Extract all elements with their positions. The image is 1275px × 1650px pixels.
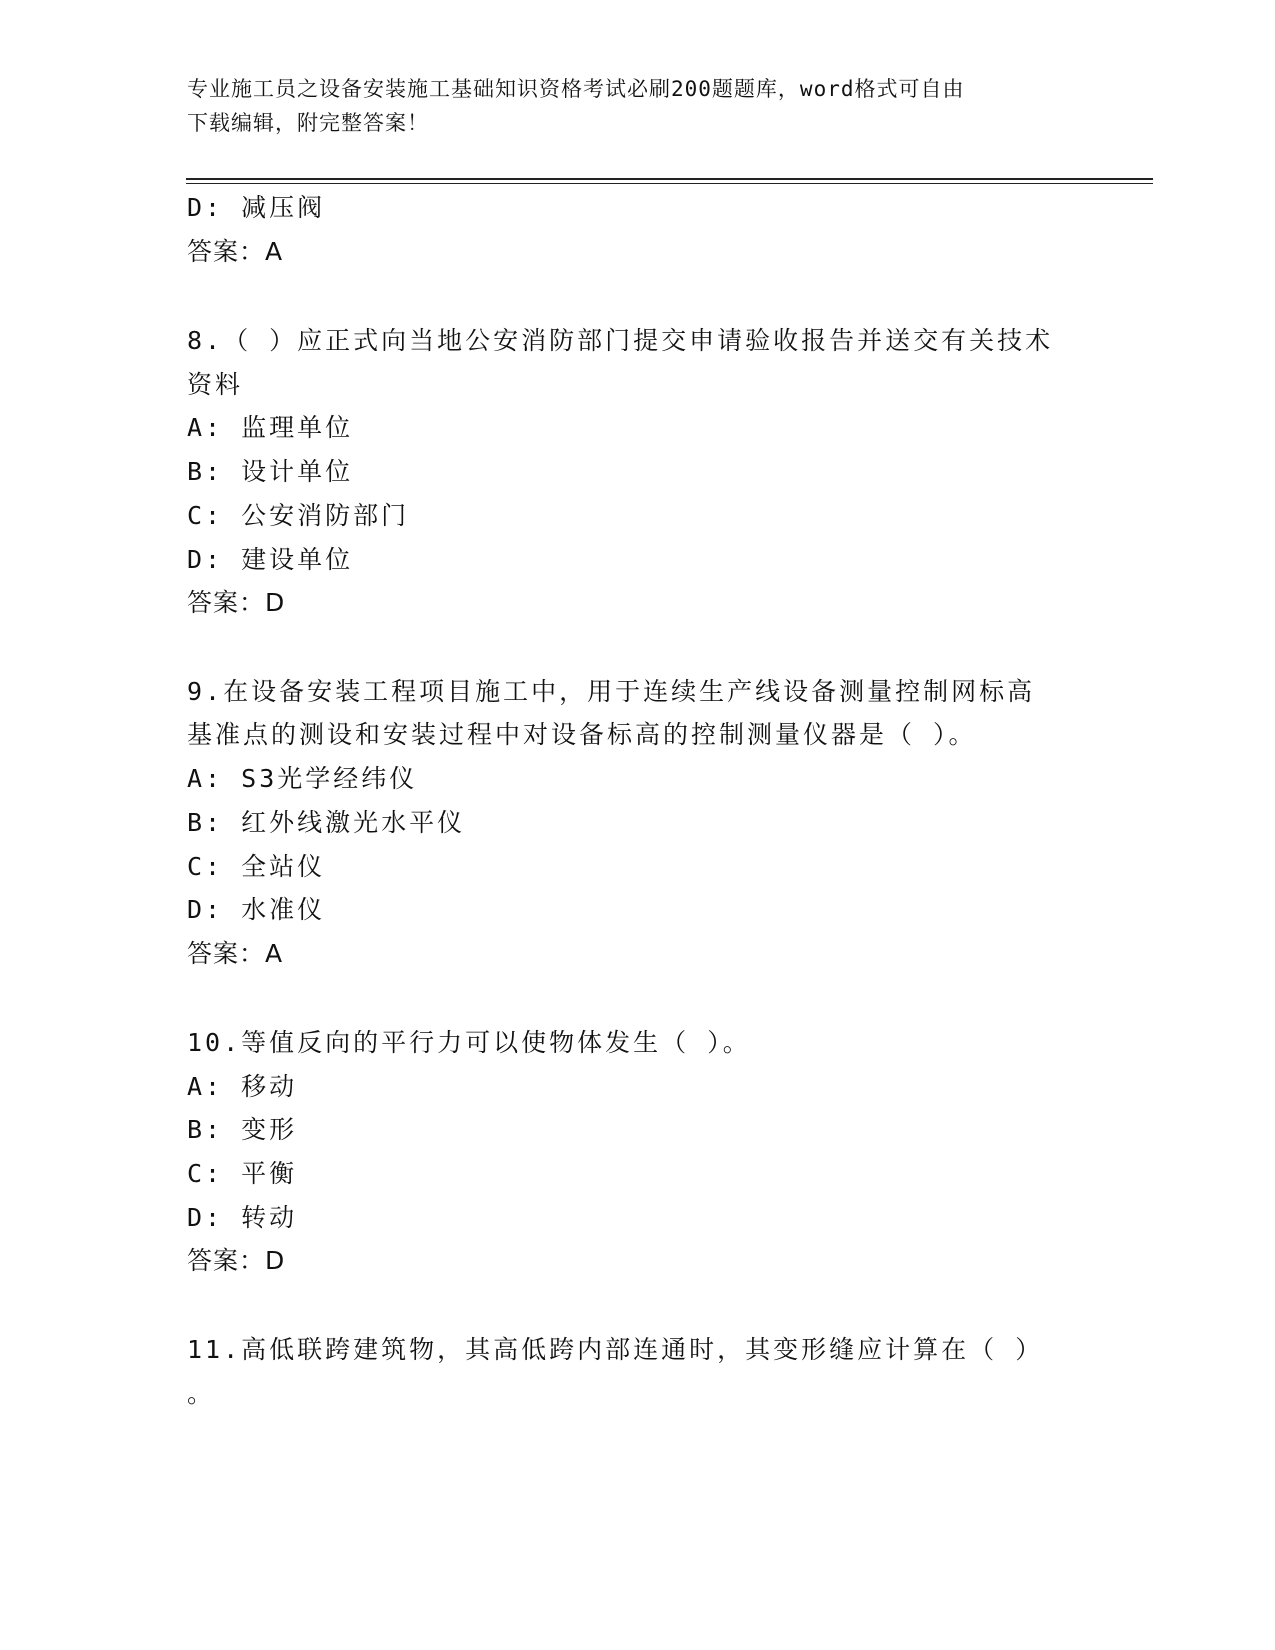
header-line-2: 下载编辑，附完整答案！ bbox=[187, 111, 429, 135]
answer-line: 答案：D bbox=[187, 588, 286, 617]
option-b: B: 红外线激光水平仪 bbox=[187, 808, 466, 837]
option-a: A: 监理单位 bbox=[187, 413, 354, 442]
option-b: B: 设计单位 bbox=[187, 457, 354, 486]
option-a: A: 移动 bbox=[187, 1072, 298, 1101]
header-line-1: 专业施工员之设备安装施工基础知识资格考试必刷200题题库，word格式可自由 bbox=[187, 77, 965, 101]
question-8-line-2: 资料 bbox=[187, 370, 244, 399]
header-rule-thick bbox=[186, 178, 1153, 180]
answer-line: 答案：A bbox=[187, 237, 284, 266]
option-c: C: 公安消防部门 bbox=[187, 501, 410, 530]
option-c: C: 平衡 bbox=[187, 1159, 298, 1188]
option-d: D: 减压阀 bbox=[187, 193, 326, 222]
option-c: C: 全站仪 bbox=[187, 852, 326, 881]
question-11-line-1: 11.高低联跨建筑物，其高低跨内部连通时，其变形缝应计算在（ ） bbox=[187, 1335, 1044, 1364]
question-11-line-2: 。 bbox=[187, 1379, 216, 1408]
option-d: D: 建设单位 bbox=[187, 545, 354, 574]
question-9-line-1: 9.在设备安装工程项目施工中，用于连续生产线设备测量控制网标高 bbox=[187, 677, 1036, 706]
option-d: D: 水准仪 bbox=[187, 895, 326, 924]
option-b: B: 变形 bbox=[187, 1115, 298, 1144]
header-rule-thin bbox=[186, 183, 1153, 184]
question-8-line-1: 8.（ ）应正式向当地公安消防部门提交申请验收报告并送交有关技术 bbox=[187, 326, 1054, 355]
question-10-line-1: 10.等值反向的平行力可以使物体发生（ ）。 bbox=[187, 1028, 751, 1057]
answer-line: 答案：A bbox=[187, 939, 284, 968]
option-a: A: S3光学经纬仪 bbox=[187, 764, 418, 793]
option-d: D: 转动 bbox=[187, 1203, 298, 1232]
answer-line: 答案：D bbox=[187, 1246, 286, 1275]
document-header bbox=[187, 72, 1067, 140]
question-9-line-2: 基准点的测设和安装过程中对设备标高的控制测量仪器是（ ）。 bbox=[187, 720, 977, 749]
